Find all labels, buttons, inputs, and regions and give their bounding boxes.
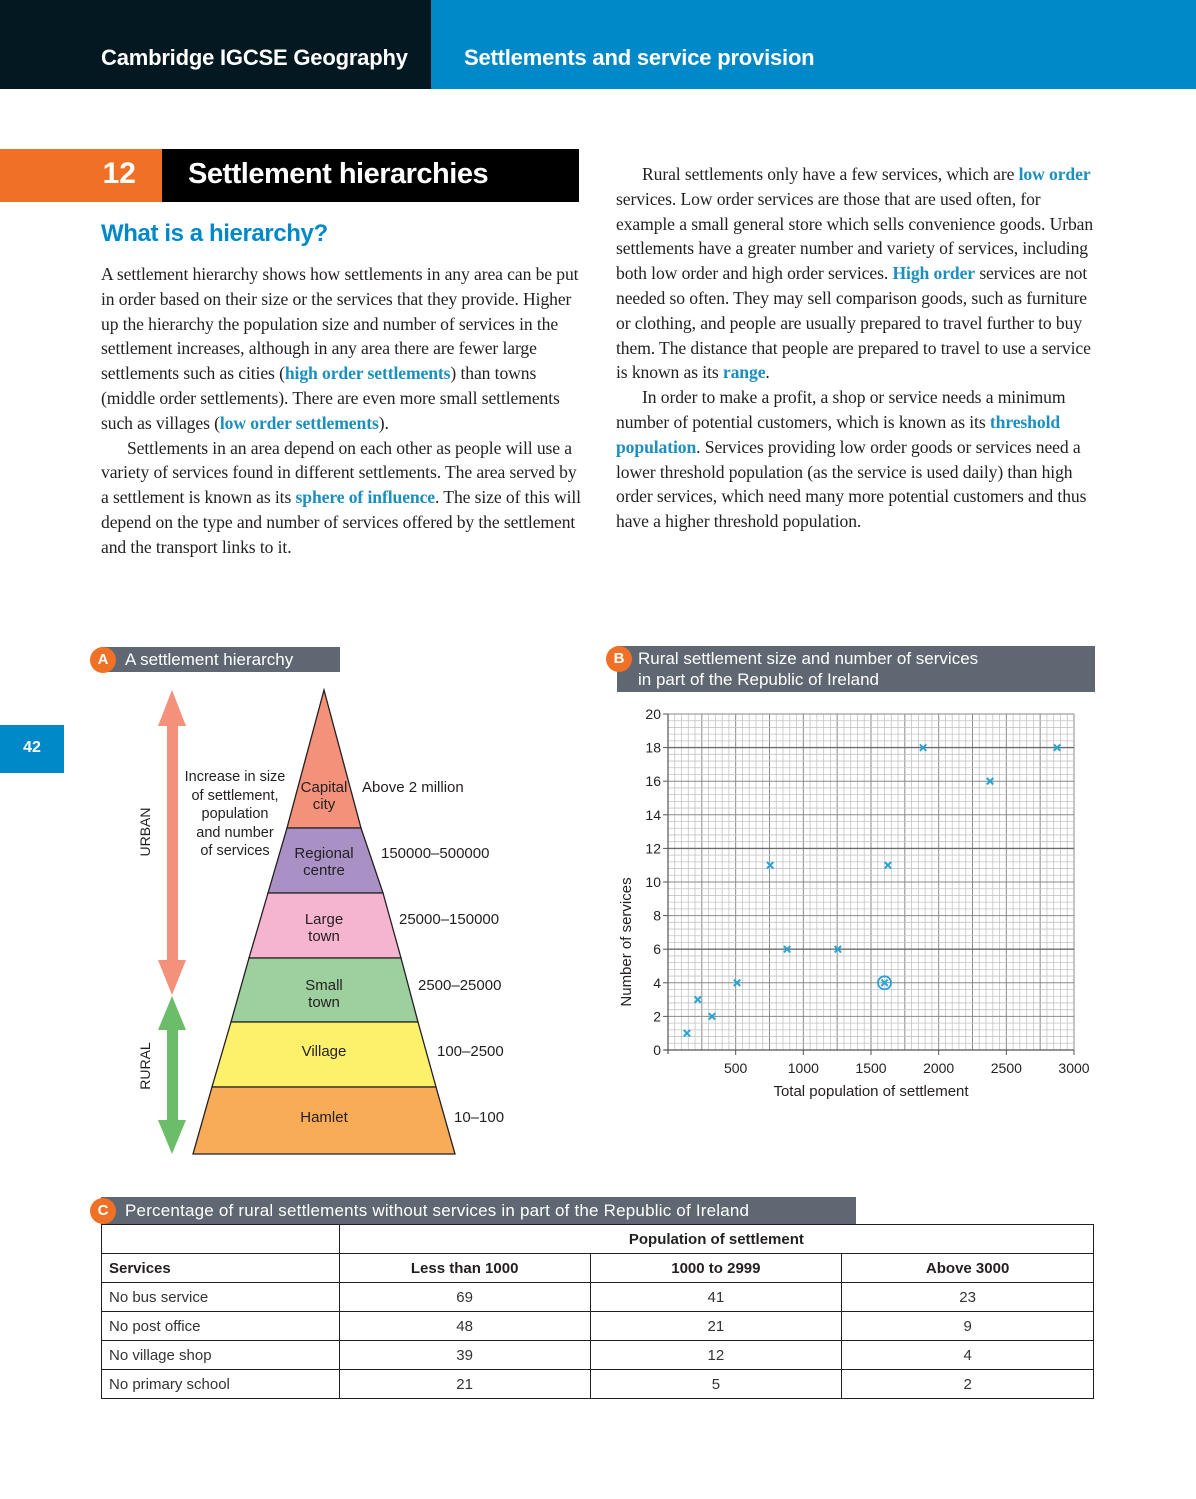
column-header: Less than 1000 (339, 1254, 590, 1283)
y-tick-label: 2 (653, 1008, 661, 1025)
increase-note-line: of services (200, 843, 270, 859)
right-paragraph-1: Rural settlements only have a few services, which are low order services. Low order services are those that are used often, for example a small general store which sells convenience goods. Urban settlements have a greater number and variety of services, including both low order and high order services. High order services are not needed so often. They may sell comparison goods, such as furniture or clothing, and people are usually prepared to travel further to buy them. The distance that people are prepared to travel to use a service is known as its range. (616, 164, 1094, 383)
services-table (101, 1224, 1094, 1399)
x-tick-label: 2000 (923, 1060, 955, 1076)
x-axis-label: Total population of settlement (773, 1083, 969, 1100)
table-cell: 9 (842, 1312, 1094, 1341)
figure-b-title-line: Rural settlement size and number of services (638, 649, 979, 668)
cross-marker-icon (684, 1030, 690, 1036)
increase-note-line: Increase in size (184, 769, 286, 785)
y-tick-label: 6 (653, 941, 661, 958)
table-cell: No post office (102, 1312, 340, 1341)
table-group-header-row (102, 1225, 1094, 1254)
y-tick-label: 14 (645, 806, 661, 823)
level-label-village: Village (301, 1043, 347, 1060)
column-header: 1000 to 2999 (590, 1254, 842, 1283)
table-cell: No primary school (102, 1370, 340, 1399)
level-label-regional: Regional centre (294, 845, 354, 879)
column-header: Services (102, 1254, 340, 1283)
right-column (616, 162, 1098, 534)
scatter-chart (600, 700, 1100, 1110)
table-cell: 5 (590, 1370, 842, 1399)
table-cell: 21 (339, 1370, 590, 1399)
y-tick-label: 4 (653, 974, 661, 991)
level-label-hamlet: Hamlet (300, 1109, 348, 1126)
increase-note (180, 768, 290, 861)
y-axis-label: Number of services (618, 877, 635, 1007)
book-title: Cambridge IGCSE Geography (101, 45, 408, 70)
increase-note-line: of settlement, (191, 787, 279, 804)
y-tick-label: 18 (645, 739, 661, 756)
figure-c-badge: C (90, 1198, 116, 1224)
population-range-regional: 150000–500000 (381, 845, 490, 862)
y-tick-label: 10 (645, 874, 661, 890)
population-range-small-town: 2500–25000 (418, 977, 502, 994)
column-header: Above 3000 (842, 1254, 1094, 1283)
table-row (102, 1283, 1094, 1312)
table-cell: 48 (339, 1312, 590, 1341)
x-tick-label: 2500 (990, 1060, 1022, 1076)
key-term: low order settlements (219, 412, 379, 433)
chart-grid (668, 714, 1074, 1050)
table-cell: 21 (590, 1312, 842, 1341)
key-term: threshold population (616, 411, 1061, 457)
y-tick-label: 0 (653, 1042, 661, 1058)
left-paragraph-2: Settlements in an area depend on each other as people will use a variety of services found in different settlements. The area served by a settlement is known as its sphere of influence. The size of this will depend on the type and number of services offered by the settlement and the transport links to it. (101, 437, 581, 557)
chapter-title: Settlement hierarchies (188, 158, 489, 190)
rural-double-arrow-icon (158, 996, 186, 1154)
right-paragraph-2: In order to make a profit, a shop or service needs a minimum number of potential customers, which is known as its threshold population. Services providing low order goods or services need a lower threshold population (as the service is used daily) than high order services, which need many more potential customers and thus have a higher threshold population. (616, 387, 1087, 532)
table-cell: 12 (590, 1341, 842, 1370)
y-tick-label: 16 (645, 773, 661, 790)
figure-b-title-line: in part of the Republic of Ireland (638, 670, 879, 689)
group-header: Population of settlement (339, 1225, 1093, 1254)
population-range-hamlet: 10–100 (454, 1109, 505, 1126)
cross-marker-icon (885, 862, 891, 868)
table-cell: 69 (339, 1283, 590, 1312)
y-tick-label: 8 (653, 907, 661, 924)
left-paragraph-1: A settlement hierarchy shows how settlements in any area can be put in order based on their size or the services that they provide. Higher up the hierarchy the population size and number of services in the settlement increases, although in any area there are fewer large settlements such as cities (high order settlements) than towns (middle order settlements). There are even more small settlements such as villages (low order settlements). (101, 264, 579, 433)
rural-label: RURAL (137, 1042, 153, 1090)
increase-note-line: and number (196, 824, 274, 841)
section-heading: What is a hierarchy? (101, 220, 328, 247)
urban-label: URBAN (137, 807, 153, 857)
x-tick-label: 500 (723, 1060, 748, 1076)
figure-b-title-bar (617, 646, 1095, 692)
increase-note-line: population (201, 806, 269, 822)
table-cell: 41 (590, 1283, 842, 1312)
key-term: high order settlements (284, 363, 451, 384)
x-tick-label: 3000 (1058, 1060, 1090, 1076)
figure-c-title-bar (101, 1197, 856, 1224)
table-row (102, 1370, 1094, 1399)
y-tick-label: 20 (645, 706, 661, 722)
table-empty-cell (102, 1225, 340, 1254)
table-cell: No bus service (102, 1283, 340, 1312)
table-row (102, 1312, 1094, 1341)
x-tick-label: 1500 (855, 1060, 887, 1076)
settlement-hierarchy-diagram (0, 0, 600, 1200)
table-row (102, 1341, 1094, 1370)
key-term: sphere of influence (295, 487, 436, 508)
figure-b-badge: B (606, 646, 632, 672)
table-cell: 39 (339, 1341, 590, 1370)
table-cell: 4 (842, 1341, 1094, 1370)
key-term: range (722, 362, 766, 383)
level-label-capital: Capital city (300, 779, 348, 813)
key-term: low order (1018, 164, 1091, 184)
population-range-capital: Above 2 million (362, 779, 464, 796)
section-title: Settlements and service provision (464, 45, 815, 70)
figure-a-badge: A (90, 647, 116, 673)
urban-label-wrap (130, 806, 160, 866)
key-term: High order (892, 263, 976, 284)
population-range-village: 100–2500 (437, 1043, 504, 1060)
table-cell: 23 (842, 1283, 1094, 1312)
table-cell: No village shop (102, 1341, 340, 1370)
table-cell: 2 (842, 1370, 1094, 1399)
page-number: 42 (23, 739, 41, 756)
chapter-number: 12 (102, 157, 136, 190)
figure-a-title: A settlement hierarchy (125, 650, 294, 669)
y-tick-label: 12 (645, 840, 661, 857)
cross-marker-icon (767, 862, 773, 868)
population-range-large-town: 25000–150000 (399, 911, 500, 928)
figure-c-title: Percentage of rural settlements without services in part of the Republic of Ireland (125, 1201, 750, 1220)
rural-label-wrap (130, 1040, 160, 1100)
x-tick-label: 1000 (787, 1060, 819, 1076)
cross-marker-icon (695, 996, 701, 1002)
level-label-small-town: Small town (305, 977, 343, 1011)
table-header-row (102, 1254, 1094, 1283)
level-label-large-town: Large town (304, 911, 344, 945)
